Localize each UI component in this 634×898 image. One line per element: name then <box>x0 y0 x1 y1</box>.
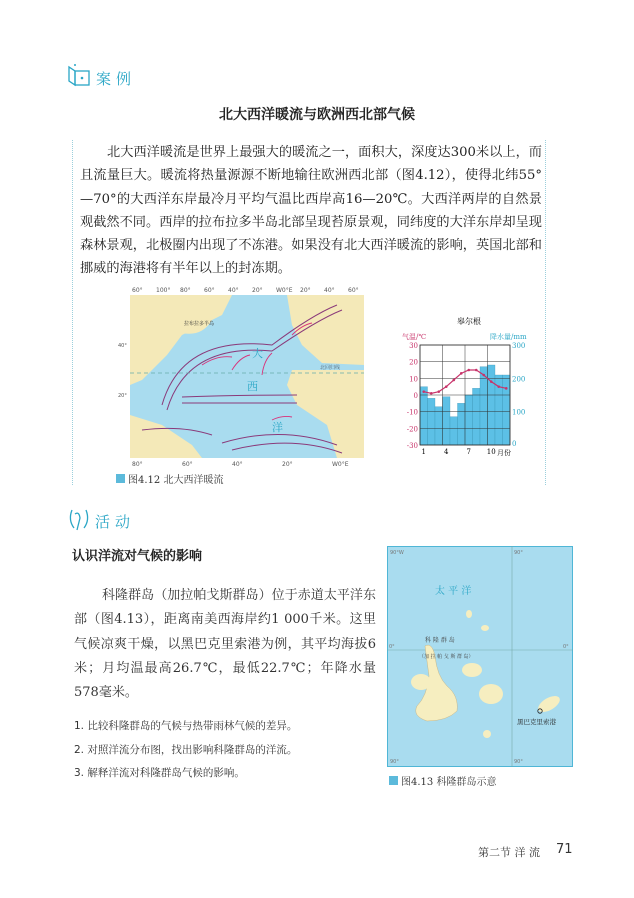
figure-4-12 <box>118 283 372 486</box>
right-tick: 0 <box>512 439 517 448</box>
right-axis-label: 降水量/mm <box>490 332 527 341</box>
galapagos-map <box>387 546 573 768</box>
ocean-label-xi: 西 <box>247 379 258 393</box>
temperature-point <box>430 392 433 395</box>
precip-bar <box>465 395 473 445</box>
x-tick: 7 <box>466 447 471 456</box>
case-paragraph: 北大西洋暖流是世界上最强大的暖流之一，面积大，深度达300米以上，而且流量巨大。暖流将热量源源不断地输往欧洲西北部（图4.12），使得北纬55°—70°的大西洋东岸最冷月平均气温比西岸高16—20℃。大西洋两岸的自然景观截然不同。西岸的拉布拉多半岛北部呈现苔原景观，同纬度的大洋东岸却呈现森林景观，北极圈内出现了不冻港。如果没有北大西洋暖流的影响，英国北部和挪威的海港将有半年以上的封冻期。 <box>80 145 542 277</box>
case-section-label: 案例 <box>96 70 137 88</box>
left-tick: 20 <box>409 358 418 367</box>
north-atlantic-map <box>118 283 372 469</box>
temperature-point <box>505 387 508 390</box>
figure-4-13-caption <box>389 773 496 788</box>
tick-bottom-right: 90° <box>514 759 523 765</box>
tick-right-equator: 0° <box>563 644 569 650</box>
activity-content <box>74 545 376 786</box>
figure-4-12-caption <box>116 471 372 486</box>
map-top-tick: 100° <box>156 286 171 294</box>
precip-bar <box>443 396 451 444</box>
label-labrador: 拉布拉多半岛 <box>184 320 215 327</box>
temperature-point <box>482 373 485 376</box>
left-axis-label: 气温/℃ <box>402 332 427 341</box>
map-top-tick: 40° <box>324 286 335 294</box>
precip-bar <box>503 375 511 445</box>
case-content <box>80 141 542 486</box>
map-bottom-tick: 60° <box>182 460 193 468</box>
temperature-point <box>475 368 478 371</box>
temperature-point <box>445 385 448 388</box>
caption-text: 图4.13 科隆群岛示意 <box>401 777 497 788</box>
bergen-climate-chart <box>402 313 537 458</box>
map-left-tick: 40° <box>118 342 127 349</box>
map-bottom-tick: W0°E <box>332 460 349 468</box>
ocean-label-yang: 洋 <box>272 420 283 434</box>
temperature-point <box>422 390 425 393</box>
x-tick: 10 <box>486 447 496 456</box>
map-top-tick: 40° <box>228 286 239 294</box>
page-number: 71 <box>556 842 573 857</box>
activity-paragraph: 科隆群岛（加拉帕戈斯群岛）位于赤道太平洋东部（图4.13），距离南美西海岸约1 000千米。这里气候凉爽干燥，以黑巴克里索港为例，其平均海拔6米；月均温最高26.7℃，最低22.7℃；年降水量578毫米。 <box>74 588 376 701</box>
activity-section-label: 活动 <box>95 513 136 531</box>
precip-bar <box>420 386 428 444</box>
caption-marker <box>389 776 398 785</box>
precip-bar <box>458 403 466 445</box>
precip-bar <box>435 406 443 444</box>
temperature-point <box>452 378 455 381</box>
chart-title: 皋尔根 <box>457 316 481 326</box>
tick-left-equator: 0° <box>389 644 395 650</box>
map-top-tick: 80° <box>180 286 191 294</box>
case-icon <box>66 63 92 87</box>
map-bottom-tick: 40° <box>232 460 243 468</box>
caption-marker <box>116 474 125 483</box>
case-figures <box>80 283 542 486</box>
activity-icon <box>66 506 92 532</box>
caption-text: 图4.12 北大西洋暖流 <box>128 474 224 486</box>
map-bottom-tick: 80° <box>132 460 143 468</box>
right-tick: 300 <box>512 341 526 350</box>
precip-bar <box>473 388 481 445</box>
question-1: 1. 比较科隆群岛的气候与热带雨林气候的差异。 <box>74 720 298 733</box>
label-tropic: 北回归线 <box>320 364 341 371</box>
map-left-tick: 20° <box>118 392 127 399</box>
ocean-label: 太 平 洋 <box>435 586 472 597</box>
temperature-point <box>467 368 470 371</box>
temperature-point <box>490 380 493 383</box>
left-tick: -30 <box>406 441 418 450</box>
left-tick: 10 <box>409 375 418 384</box>
right-tick: 200 <box>512 375 526 384</box>
precip-bar <box>428 398 436 445</box>
map-top-tick: 60° <box>132 286 143 294</box>
tick-bottom-left: 90° <box>390 759 399 765</box>
map-bottom-tick: 20° <box>282 460 293 468</box>
precip-bar <box>488 365 496 445</box>
question-2: 2. 对照洋流分布图，找出影响科隆群岛的洋流。 <box>74 743 298 756</box>
map-top-tick: W0°E <box>276 286 293 294</box>
left-tick: -10 <box>406 408 418 417</box>
right-tick: 100 <box>512 408 526 417</box>
islands-label: 科 隆 群 岛 <box>425 637 455 644</box>
x-tick: 1 <box>421 447 426 456</box>
activity-subtitle: 认识洋流对气候的影响 <box>72 549 203 564</box>
tick-top-right: 90° <box>514 550 523 556</box>
map-top-tick: 20° <box>252 286 263 294</box>
map-top-tick: 60° <box>204 286 215 294</box>
temperature-point <box>497 385 500 388</box>
port-label: 黑巴克里索港 <box>517 718 556 726</box>
islands-alt-label: （加 拉 帕 戈 斯 群 岛） <box>419 654 474 660</box>
precip-bar <box>450 416 458 444</box>
case-title: 北大西洋暖流与欧洲西北部气候 <box>219 107 415 123</box>
map-top-tick: 60° <box>348 286 359 294</box>
ocean-label-da: 大 <box>252 346 263 360</box>
map-top-tick: 20° <box>300 286 311 294</box>
x-tick: 4 <box>444 447 449 456</box>
left-tick: 30 <box>409 341 418 350</box>
tick-top-left: 90°W <box>390 550 404 556</box>
temperature-point <box>460 372 463 375</box>
left-tick: 0 <box>413 391 418 400</box>
question-3: 3. 解释洋流对科隆群岛气候的影响。 <box>74 767 245 780</box>
temperature-point <box>437 390 440 393</box>
x-axis-label: 月份 <box>497 448 511 457</box>
left-tick: -20 <box>406 425 418 434</box>
footer-section: 第二节 洋 流 <box>478 846 540 859</box>
